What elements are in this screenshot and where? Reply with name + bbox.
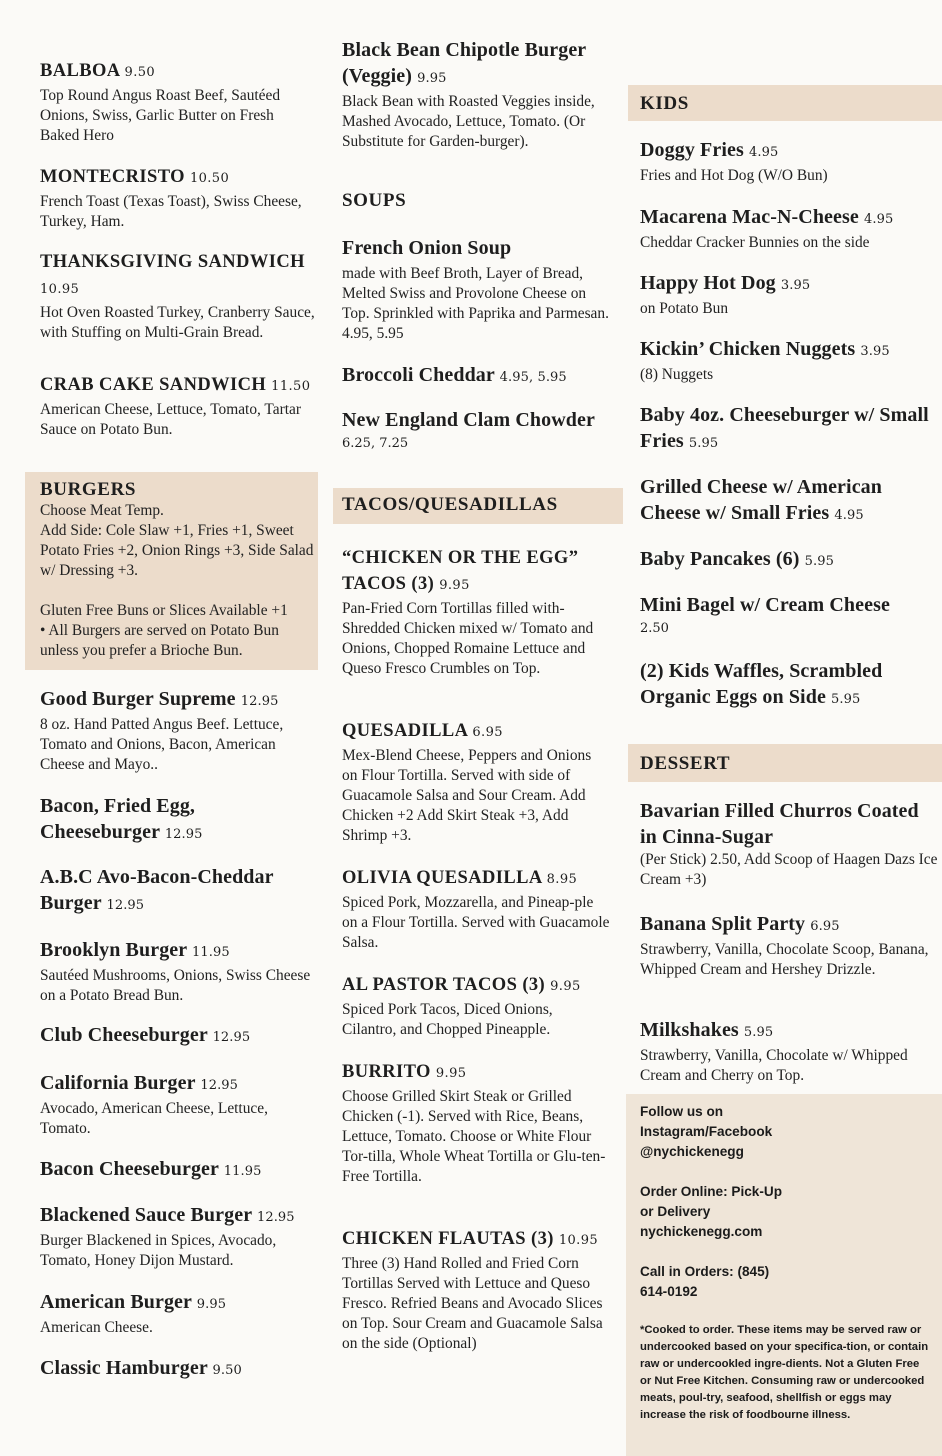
- item-name: OLIVIA QUESADILLA: [342, 868, 542, 888]
- item-price: 12.95: [240, 694, 279, 709]
- item-price: 5.95: [831, 692, 861, 707]
- item-price: 11.50: [271, 379, 311, 394]
- item-description: Strawberry, Vanilla, Chocolate w/ Whipped Cream and Cherry on Top.: [640, 1047, 908, 1084]
- menu-item-club: [40, 1022, 315, 1051]
- item-price: 6.95: [810, 919, 840, 934]
- item-description: Hot Oven Roasted Turkey, Cranberry Sauce, with Stuffing on Multi-Grain Bread.: [40, 304, 315, 341]
- item-description: made with Beef Broth, Layer of Bread, Melted Swiss and Provolone Cheese on Top. Sprinkled with Paprika and Parmesan. 4.95, 5.95: [342, 265, 609, 342]
- item-price: 5.95: [804, 554, 834, 569]
- item-description: Mex-Blend Cheese, Peppers and Onions on Flour Tortilla. Served with side of Guacamole Salsa and Sour Cream. Add Chicken +2 Add Skirt Steak +3, Add Shrimp +3.: [342, 747, 592, 844]
- menu-item-good-burger: [40, 686, 315, 775]
- item-name: Macarena Mac-N-Cheese: [640, 206, 859, 228]
- item-name: French Onion Soup: [342, 237, 512, 259]
- menu-item-clam-chowder: [342, 407, 610, 455]
- item-price: 5.95: [688, 436, 719, 451]
- menu-item-kids-waffles: [640, 658, 940, 713]
- item-name: Brooklyn Burger: [40, 939, 187, 961]
- menu-item-al-pastor: [342, 972, 610, 1040]
- item-description: Fries and Hot Dog (W/O Bun): [640, 167, 828, 184]
- menu-item-baby-cheeseburger: [640, 402, 940, 457]
- menu-item-milkshakes: [640, 1017, 940, 1086]
- item-price: 12.95: [106, 898, 145, 913]
- item-name: CRAB CAKE SANDWICH: [40, 375, 267, 395]
- item-price: 5.95: [743, 1025, 774, 1040]
- menu-item-banana-split: [640, 911, 940, 980]
- item-name: California Burger: [40, 1072, 196, 1094]
- menu-item-california: [40, 1070, 315, 1139]
- menu-item-flautas: [342, 1226, 610, 1354]
- item-price: 9.95: [439, 578, 470, 593]
- menu-item-chicken-egg-tacos: [342, 545, 610, 679]
- menu-item-thanksgiving: [40, 249, 315, 343]
- item-name: BURRITO: [342, 1062, 431, 1082]
- menu-item-balboa: [40, 58, 315, 146]
- item-name: Milkshakes: [640, 1019, 739, 1041]
- item-name: Bavarian Filled Churros Coated in Cinna-Sugar: [640, 800, 919, 848]
- item-description: Strawberry, Vanilla, Chocolate Scoop, Banana, Whipped Cream and Hershey Drizzle.: [640, 941, 929, 978]
- section-title-tacos: TACOS/QUESADILLAS: [342, 494, 558, 515]
- menu-item-american: [40, 1289, 315, 1338]
- item-price: 4.95, 5.95: [499, 370, 567, 385]
- info-box: [626, 1094, 942, 1456]
- item-description: Sautéed Mushrooms, Onions, Swiss Cheese on a Potato Bread Bun.: [40, 967, 311, 1004]
- call-orders-text: Call in Orders: (845) 614-0192: [640, 1264, 770, 1299]
- menu-item-chicken-nuggets: [640, 336, 940, 385]
- item-price: 4.95: [834, 508, 864, 523]
- menu-item-quesadilla: [342, 718, 610, 846]
- item-name: QUESADILLA: [342, 721, 468, 741]
- menu-item-french-onion: [342, 235, 610, 344]
- item-name: AL PASTOR TACOS (3): [342, 975, 546, 995]
- menu-item-crab-cake: [40, 372, 315, 440]
- section-title-dessert: DESSERT: [640, 753, 731, 774]
- burgers-note-gluten: Gluten Free Buns or Slices Available +1: [40, 602, 288, 619]
- item-price: 9.95: [417, 71, 447, 86]
- item-name: Baby 4oz. Cheeseburger w/ Small Fries: [640, 404, 929, 452]
- item-description: (8) Nuggets: [640, 366, 714, 383]
- menu-item-montecristo: [40, 164, 315, 232]
- item-name: THANKSGIVING SANDWICH: [40, 252, 305, 272]
- item-description: Top Round Angus Roast Beef, Sautéed Onions, Swiss, Garlic Butter on Fresh Baked Hero: [40, 87, 281, 144]
- item-price: 9.50: [212, 1363, 242, 1378]
- section-title-kids: KIDS: [640, 93, 689, 114]
- menu-item-doggy-fries: [640, 137, 940, 186]
- menu-item-mac-n-cheese: [640, 204, 940, 253]
- item-description: Pan-Fried Corn Tortillas filled with- Shredded Chicken mixed w/ Tomato and Onions, Chopped Romaine Lettuce and Queso Fresco Crumbles on Top.: [342, 600, 594, 677]
- item-price: 4.95: [863, 212, 894, 227]
- item-name: Banana Split Party: [640, 913, 806, 935]
- item-price: 6.95: [472, 725, 503, 740]
- menu-item-mini-bagel: [640, 592, 940, 640]
- follow-us-text: Follow us on Instagram/Facebook @nychickenegg: [640, 1104, 773, 1159]
- item-price: 9.95: [196, 1297, 227, 1312]
- menu-item-happy-hot-dog: [640, 270, 940, 319]
- menu-item-black-bean: [342, 37, 610, 152]
- item-price: 11.95: [192, 945, 230, 960]
- item-description: (Per Stick) 2.50, Add Scoop of Haagen Dazs Ice Cream +3): [640, 851, 938, 888]
- item-price: 10.95: [558, 1233, 599, 1248]
- menu-item-churros: [640, 798, 940, 890]
- menu-item-bacon-cheeseburger: [40, 1156, 315, 1185]
- item-name: Bacon Cheeseburger: [40, 1158, 219, 1180]
- item-price: 12.95: [212, 1030, 251, 1045]
- item-name: American Burger: [40, 1291, 192, 1313]
- item-name: Broccoli Cheddar: [342, 364, 495, 386]
- menu-item-brooklyn: [40, 937, 315, 1006]
- menu-item-bacon-fried-egg: [40, 793, 270, 848]
- item-name: Good Burger Supreme: [40, 688, 236, 710]
- item-description: Three (3) Hand Rolled and Fried Corn Tortillas Served with Lettuce and Queso Fresco. Refried Beans and Avocado Slices on Top. Sour Cream and Guacamole Salsa on the side (Optional): [342, 1255, 603, 1352]
- burgers-note-bun: • All Burgers are served on Potato Bun unless you prefer a Brioche Bun.: [40, 622, 279, 659]
- item-name: Baby Pancakes (6): [640, 548, 800, 570]
- menu-item-broccoli: [342, 362, 610, 391]
- item-name: Doggy Fries: [640, 139, 744, 161]
- item-price: 6.25, 7.25: [342, 436, 409, 451]
- menu-item-grilled-cheese: [640, 474, 940, 529]
- item-price: 9.95: [550, 979, 581, 994]
- item-price: 8.95: [546, 872, 578, 887]
- item-description: Cheddar Cracker Bunnies on the side: [640, 234, 870, 251]
- item-name: Mini Bagel w/ Cream Cheese: [640, 594, 890, 616]
- item-description: Black Bean with Roasted Veggies inside, Mashed Avocado, Lettuce, Tomato. (Or Substitute for Garden-burger).: [342, 93, 595, 150]
- item-price: 12.95: [256, 1210, 295, 1225]
- disclaimer-text: *Cooked to order. These items may be served raw or undercooked based on your specifica-tion, or contain raw or undercookled ingre-dients. Not a Gluten Free or Nut Free Kitchen. Consuming raw or undercooked meats, poul-try, seafood, shellfish or eggs may increase the risk of foodbourne illness.: [640, 1324, 929, 1421]
- item-description: Spiced Pork Tacos, Diced Onions, Cilantro, and Chopped Pineapple.: [342, 1001, 553, 1038]
- burgers-note-sides: Add Side: Cole Slaw +1, Fries +1, Sweet Potato Fries +2, Onion Rings +3, Side Salad w/ Dressing +3.: [40, 522, 314, 579]
- item-name: Kickin’ Chicken Nuggets: [640, 338, 856, 360]
- item-name: Grilled Cheese w/ American Cheese w/ Small Fries: [640, 476, 882, 524]
- burgers-note-temp: Choose Meat Temp.: [40, 502, 164, 519]
- menu-item-abc: [40, 864, 315, 919]
- item-name: Blackened Sauce Burger: [40, 1204, 252, 1226]
- item-name: Club Cheeseburger: [40, 1024, 208, 1046]
- item-description: American Cheese.: [40, 1319, 153, 1336]
- item-name: “CHICKEN OR THE EGG” TACOS (3): [342, 548, 579, 594]
- item-price: 10.95: [40, 282, 80, 297]
- item-description: Choose Grilled Skirt Steak or Grilled Chicken (-1). Served with Rice, Beans, Lettuce, Tomato. Choose or White Flour Tor-tilla, Whole Wheat Tortilla or Glu-ten-Free Tortilla.: [342, 1088, 606, 1185]
- item-description: Spiced Pork, Mozzarella, and Pineap-ple on a Flour Tortilla. Served with Guacamole Salsa.: [342, 894, 610, 951]
- menu-item-olivia-quesadilla: [342, 865, 610, 953]
- item-price: 3.95: [780, 278, 811, 293]
- item-name: Classic Hamburger: [40, 1357, 208, 1379]
- menu-item-burrito: [342, 1059, 610, 1187]
- item-name: (2) Kids Waffles, Scrambled Organic Eggs on Side: [640, 660, 883, 708]
- item-description: Avocado, American Cheese, Lettuce, Tomato.: [40, 1100, 268, 1137]
- item-name: New England Clam Chowder: [342, 409, 595, 431]
- item-description: American Cheese, Lettuce, Tomato, Tartar Sauce on Potato Bun.: [40, 401, 301, 438]
- item-name: MONTECRISTO: [40, 167, 185, 187]
- item-price: 4.95: [748, 145, 779, 160]
- item-description: Burger Blackened in Spices, Avocado, Tomato, Honey Dijon Mustard.: [40, 1232, 277, 1269]
- item-price: 12.95: [164, 827, 203, 842]
- item-price: 3.95: [860, 344, 890, 359]
- item-price: 9.50: [124, 65, 156, 80]
- item-price: 12.95: [200, 1078, 239, 1093]
- item-name: A.B.C Avo-Bacon-Cheddar Burger: [40, 866, 274, 914]
- item-name: BALBOA: [40, 61, 120, 81]
- section-title-soups: SOUPS: [342, 190, 407, 211]
- section-title-burgers: BURGERS: [40, 479, 137, 500]
- item-name: Bacon, Fried Egg, Cheeseburger: [40, 795, 196, 843]
- item-name: Black Bean Chipotle Burger (Veggie): [342, 39, 586, 87]
- menu-item-baby-pancakes: [640, 546, 940, 575]
- item-price: 10.50: [189, 171, 230, 186]
- item-description: 8 oz. Hand Patted Angus Beef. Lettuce, Tomato and Onions, Bacon, American Cheese and Mayo..: [40, 716, 284, 773]
- item-price: 9.95: [435, 1066, 467, 1081]
- item-description: on Potato Bun: [640, 300, 729, 317]
- menu-item-classic: [40, 1355, 315, 1384]
- burgers-header: [40, 479, 315, 661]
- item-description: French Toast (Texas Toast), Swiss Cheese, Turkey, Ham.: [40, 193, 302, 230]
- menu-item-blackened: [40, 1202, 315, 1271]
- item-price: 2.50: [640, 621, 669, 636]
- item-price: 11.95: [223, 1164, 262, 1179]
- item-name: Happy Hot Dog: [640, 272, 776, 294]
- item-name: CHICKEN FLAUTAS (3): [342, 1229, 554, 1249]
- order-online-text: Order Online: Pick-Up or Delivery nychickenegg.com: [640, 1184, 783, 1239]
